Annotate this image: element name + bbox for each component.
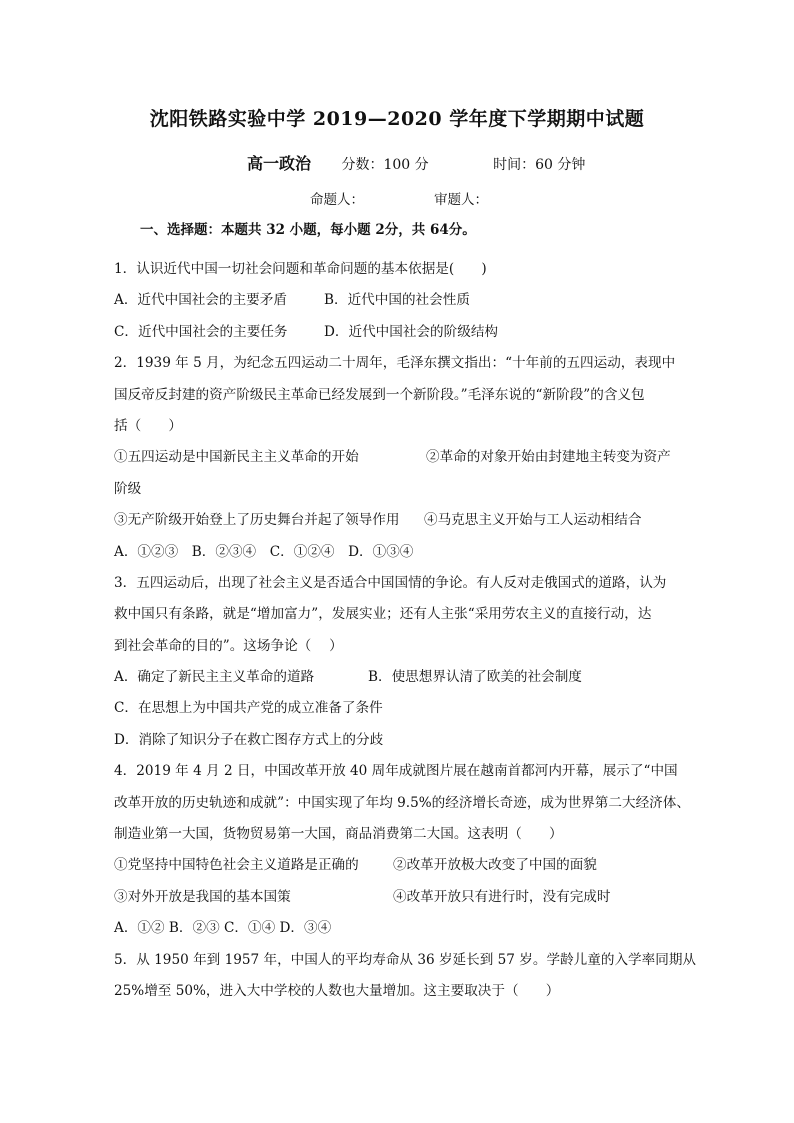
question-3-stem-line: 到社会革命的目的”。这场争论（ ） <box>114 637 343 654</box>
question-list <box>114 254 694 1007</box>
item-1: ①五四运动是中国新民主主义革命的开始 <box>114 449 359 466</box>
exam-info-line <box>247 151 585 174</box>
question-4-items-row <box>114 882 694 913</box>
question-1-options-row <box>114 285 694 316</box>
option-c: C．近代中国社会的主要任务 <box>114 323 288 340</box>
question-4-choices: A．①② B．②③ C．①④ D．③④ <box>114 920 332 937</box>
question-1-stem: 1．认识近代中国一切社会问题和革命问题的基本依据是( ) <box>114 261 487 277</box>
question-4-stem-line: 改革开放的历史轨迹和成就”：中国实现了年均 9.5%的经济增长奇迹，成为世界第二大经济体、 <box>114 794 690 811</box>
option-c: C．在思想上为中国共产党的成立准备了条件 <box>114 700 383 717</box>
question-5-stem-line: 5．从 1950 年到 1957 年，中国人的平均寿命从 36 岁延长到 57 岁。学龄儿童的入学率同期从 <box>114 951 696 968</box>
author-line <box>310 188 488 208</box>
item-1: ①党坚持中国特色社会主义道路是正确的 <box>114 857 359 874</box>
score-label: 分数：100 分 <box>341 157 429 173</box>
question-4-items-row <box>114 850 694 881</box>
item-3: ③无产阶级开始登上了历史舞台并起了领导作用 <box>114 512 400 529</box>
question-4-stem-line: 4．2019 年 4 月 2 日，中国改革开放 40 周年成就图片展在越南首都河内开幕，展示了“中国 <box>114 763 678 780</box>
question-3-options-row <box>114 662 694 693</box>
question-3-stem-line: 3．五四运动后，出现了社会主义是否适合中国国情的争论。有人反对走俄国式的道路，认为 <box>114 574 667 591</box>
option-d: D．消除了知识分子在救亡图存方式上的分歧 <box>114 731 384 748</box>
option-b: B．使思想界认清了欧美的社会制度 <box>368 669 582 686</box>
option-b: B．近代中国的社会性质 <box>324 292 470 309</box>
question-2-stem-line: 国反帝反封建的资产阶级民主革命已经发展到一个新阶段。”毛泽东说的“新阶段”的含义包 <box>114 386 645 403</box>
section-heading: 一、选择题：本题共 32 小题，每小题 2分，共 64分。 <box>140 222 476 238</box>
item-4: ④马克思主义开始与工人运动相结合 <box>424 512 642 529</box>
question-3-stem-line: 救中国只有条路，就是“增加富力”，发展实业；还有人主张“采用劳农主义的直接行动，达 <box>114 606 652 623</box>
time-label: 时间：60 分钟 <box>493 157 586 173</box>
subject-label: 高一政治 <box>247 154 312 173</box>
author-label: 命题人： <box>310 192 364 208</box>
question-2-items-row <box>114 442 694 473</box>
option-d: D．近代中国社会的阶级结构 <box>324 323 499 340</box>
question-1-options-row <box>114 317 694 348</box>
question-2-stem-line: 括（ ） <box>114 417 182 434</box>
item-2: ②改革开放极大改变了中国的面貌 <box>393 857 597 874</box>
item-4: ④改革开放只有进行时，没有完成时 <box>393 888 611 905</box>
item-3: ③对外开放是我国的基本国策 <box>114 888 291 905</box>
exam-title: 沈阳铁路实验中学 2019—2020 学年度下学期期中试题 <box>149 108 645 130</box>
option-a: A．确定了新民主主义革命的道路 <box>114 669 315 686</box>
question-2-items-row: 阶级 <box>114 480 142 497</box>
question-2-stem-line: 2．1939 年 5 月，为纪念五四运动二十周年，毛泽东撰文指出：“十年前的五四运动，表现中 <box>114 355 676 372</box>
reviewer-label: 审题人： <box>434 192 488 208</box>
question-2-items-row <box>114 505 694 536</box>
question-2-choices: A．①②③ B．②③④ C．①②④ D．①③④ <box>114 543 414 560</box>
question-5-stem-line: 25%增至 50%，进入大中学校的人数也大量增加。这主要取决于（ ） <box>114 982 560 999</box>
question-4-stem-line: 制造业第一大国，货物贸易第一大国，商品消费第二大国。这表明（ ） <box>114 826 563 843</box>
option-a: A．近代中国社会的主要矛盾 <box>114 292 287 309</box>
item-2: ②革命的对象开始由封建地主转变为资产 <box>426 449 671 466</box>
